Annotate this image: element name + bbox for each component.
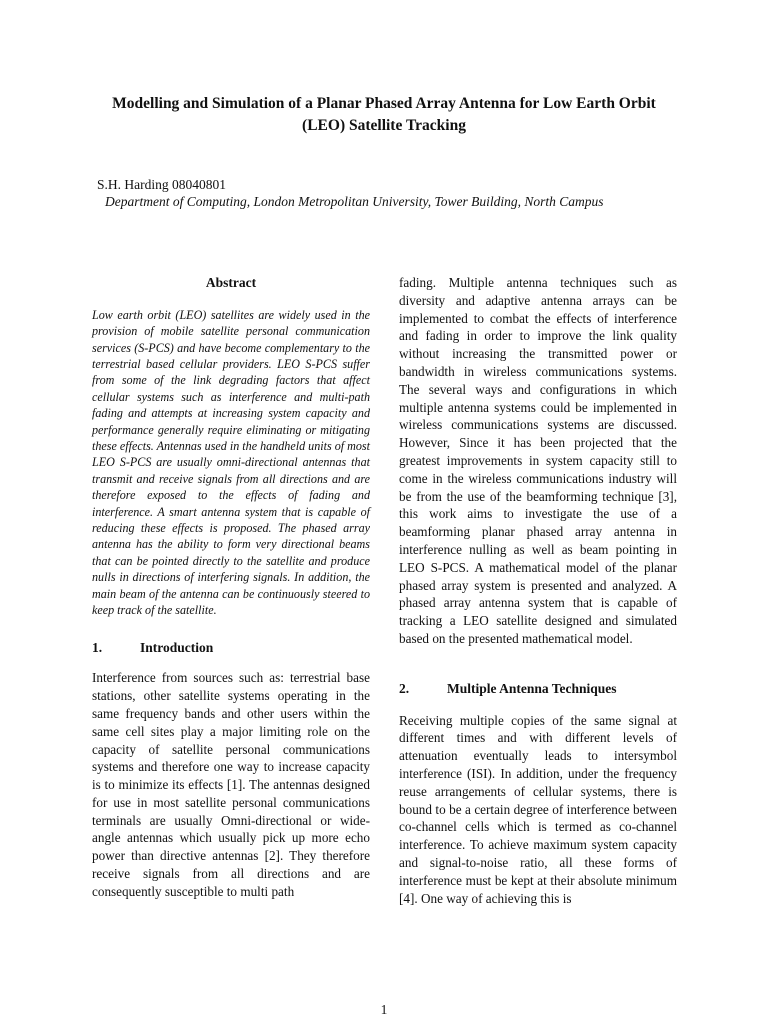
abstract-text: Low earth orbit (LEO) satellites are widely used in the provision of mobile satellite personal communication services (S-PCS) and have become complementary to the terrestrial based cellular providers. LEO S-PCS suffer from some of the link degrading factors that affect cellular systems such as interference and multi-path fading and attempts at increasing system capacity and performance generally require eliminating or mitigating these effects. Antennas used in the handheld units of most LEO S-PCS are usually omni-directional antennas that transmit and receive signals from all directions and are therefore exposed to the effects of fading and interference. A smart antenna system that is capable of reducing these effects is proposed. The phased array antenna has the ability to form very directional beams that can be pointed directly to the satellite and produce nulls in directions of interfering signals. In addition, the main beam of the antenna can be continuously steered to keep track of the satellite. (92, 307, 370, 618)
introduction-continuation-text: fading. Multiple antenna techniques such as diversity and adaptive antenna arrays can be implemented to combat the effects of interference and fading in order to improve the link quality without increasing the transmitted power or bandwidth in wireless communications systems. The several ways and configurations in which multiple antenna systems could be implemented in wireless communications systems are discussed. However, Since it has been projected that the greatest improvements in system capacity still to come in the wireless communications industry will be from the use of the beamforming technique [3], this work aims to investigate the use of a beamforming planar phased array antenna in interference nulling as well as beam pointing in LEO S-PCS. A mathematical model of the planar phased array system is presented and analyzed. A phased array antenna system that is capable of tracking a LEO satellite designed and simulated based on the presented mathematical model. (399, 275, 677, 646)
section-heading-introduction (92, 639, 370, 657)
introduction-text: Interference from sources such as: terrestrial base stations, other satellite systems operating in the same frequency bands and other users within the same cell sites play a major limiting role on the capacity of satellite personal communications systems and therefore one way to increase capacity is to minimize its effects [1]. The antennas designed for use in most satellite personal communications terminals are usually Omni-directional or wide-angle antennas which usually pick up more echo power than directive antennas [2]. They therefore receive signals from all directions and are consequently susceptible to multi path (92, 670, 370, 899)
left-column (92, 274, 370, 901)
section-title: Introduction (140, 639, 214, 655)
section-number: 1. (92, 639, 103, 655)
affiliation-line: Department of Computing, London Metropolitan University, Tower Building, North Campus (105, 194, 604, 209)
page-number: 1 (380, 1002, 388, 1017)
section-number: 2. (399, 680, 410, 696)
section-title: Multiple Antenna Techniques (447, 680, 617, 696)
right-column (399, 274, 677, 907)
abstract-heading: Abstract (205, 275, 257, 290)
paper-title: Modelling and Simulation of a Planar Phased Array Antenna for Low Earth Orbit (LEO) Satellite Tracking (112, 95, 656, 134)
author-line: S.H. Harding 08040801 (97, 177, 226, 192)
multiple-antenna-text: Receiving multiple copies of the same signal at different times and with different levels of attenuation eventually leads to intersymbol interference (ISI). In addition, under the frequency reuse arrangements of cellular systems, there is bound to be a certain degree of interference between co-channel cells which is termed as co-channel interference. To achieve maximum system capacity and signal-to-noise ratio, all these forms of interference must be kept at their absolute minimum [4]. One way of achieving this is (399, 712, 677, 906)
section-gap (399, 648, 677, 680)
section-heading-multiple-antenna-techniques (399, 680, 677, 698)
